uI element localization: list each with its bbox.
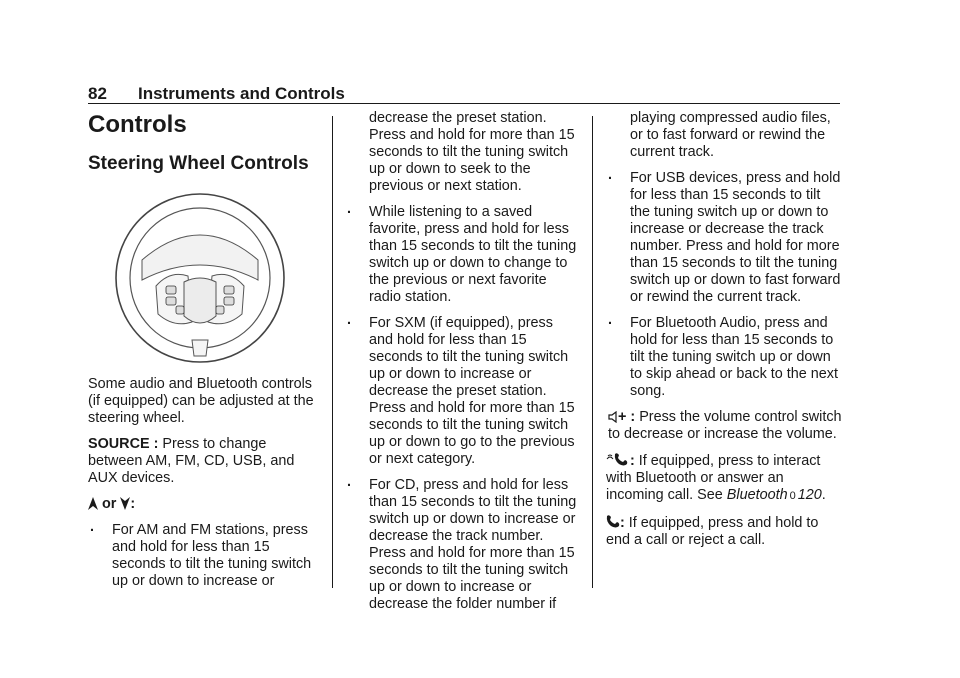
bullet-usb: . For USB devices, press and hold for less than 15 seconds to tilt the tuning switch up or down to increase or decrease the track number. Press and hold for more than 15 seconds to tilt the tuning switch up or down to fast forward or rewind the current track. bbox=[606, 170, 842, 306]
volume-label: + : bbox=[618, 409, 636, 425]
phone-icon bbox=[606, 514, 620, 529]
column-divider bbox=[332, 116, 333, 588]
source-label: SOURCE : bbox=[88, 436, 159, 452]
up-arrow-icon bbox=[88, 497, 98, 510]
bullet-bluetooth-audio: . For Bluetooth Audio, press and hold for less than 15 seconds to tilt the tuning switch up or down to skip ahead or back to the next song. bbox=[606, 315, 842, 400]
bluetooth-link[interactable]: Bluetooth bbox=[726, 487, 788, 503]
page-number: 82 bbox=[88, 84, 107, 103]
down-arrow-icon bbox=[120, 497, 130, 510]
call-colon: : bbox=[630, 453, 635, 469]
am-fm-continued: decrease the preset station. Press and hold for more than 15 seconds to tilt the tuning switch up or down to seek to the previous or next station. bbox=[369, 110, 575, 194]
bullet-am-fm: . For AM and FM stations, press and hold for less than 15 seconds to tilt the tuning switch up or down to increase or bbox=[88, 522, 320, 590]
bullet-sxm: . For SXM (if equipped), press and hold for less than 15 seconds to tilt the tuning switch up or down to increase or decrease the preset station. Press and hold for more than 15 seconds to tilt the tuning switch up or down to go to the previous or next category. bbox=[345, 315, 577, 468]
page-header bbox=[88, 84, 840, 104]
source-paragraph bbox=[88, 436, 320, 487]
bullet-saved-favorite: . While listening to a saved favorite, press and hold for less than 15 seconds to tilt the tuning switch up or down to change to the previous or next favorite radio station. bbox=[345, 204, 577, 306]
end-text: If equipped, press and hold to end a call or reject a call. bbox=[606, 515, 819, 548]
column-3 bbox=[606, 110, 842, 558]
voice-phone-icon bbox=[606, 452, 630, 467]
speaker-icon bbox=[608, 411, 618, 423]
call-text: If equipped, press to interact with Bluetooth or answer an incoming call. See bbox=[606, 453, 821, 503]
subsection-title: Steering Wheel Controls bbox=[88, 153, 309, 174]
chapter-title: Controls bbox=[88, 111, 187, 138]
volume-text: Press the volume control switch to decrease or increase the volume. bbox=[608, 409, 842, 442]
section-title: Instruments and Controls bbox=[138, 84, 345, 103]
header-rule bbox=[88, 103, 840, 104]
page-reference-symbol: 0 bbox=[789, 490, 796, 502]
bluetooth-page-ref[interactable]: 120 bbox=[797, 487, 822, 503]
column-divider bbox=[592, 116, 593, 588]
bullet-cd: . For CD, press and hold for less than 15 seconds to tilt the tuning switch up or down to increase or decrease the track number. Press and hold for more than 15 seconds to tilt the tuning switch up or down to increase or decrease the folder number if bbox=[345, 477, 577, 613]
intro-paragraph: Some audio and Bluetooth controls (if equipped) can be adjusted at the steering wheel. bbox=[88, 376, 314, 426]
call-end: . bbox=[821, 487, 826, 503]
tuning-arrows-heading bbox=[88, 496, 320, 513]
end-call-paragraph bbox=[606, 514, 842, 549]
end-colon: : bbox=[620, 515, 625, 531]
arrows-or: or bbox=[102, 496, 117, 512]
source-text: Press to change between AM, FM, CD, USB, and AUX devices. bbox=[88, 436, 295, 486]
steering-wheel-illustration bbox=[112, 190, 288, 366]
column-1 bbox=[88, 110, 320, 599]
answer-call-paragraph bbox=[606, 452, 842, 505]
cd-continued: playing compressed audio files, or to fast forward or rewind the current track. bbox=[630, 110, 831, 160]
arrows-colon: : bbox=[130, 496, 136, 512]
column-2 bbox=[345, 110, 577, 622]
volume-paragraph bbox=[606, 409, 842, 443]
